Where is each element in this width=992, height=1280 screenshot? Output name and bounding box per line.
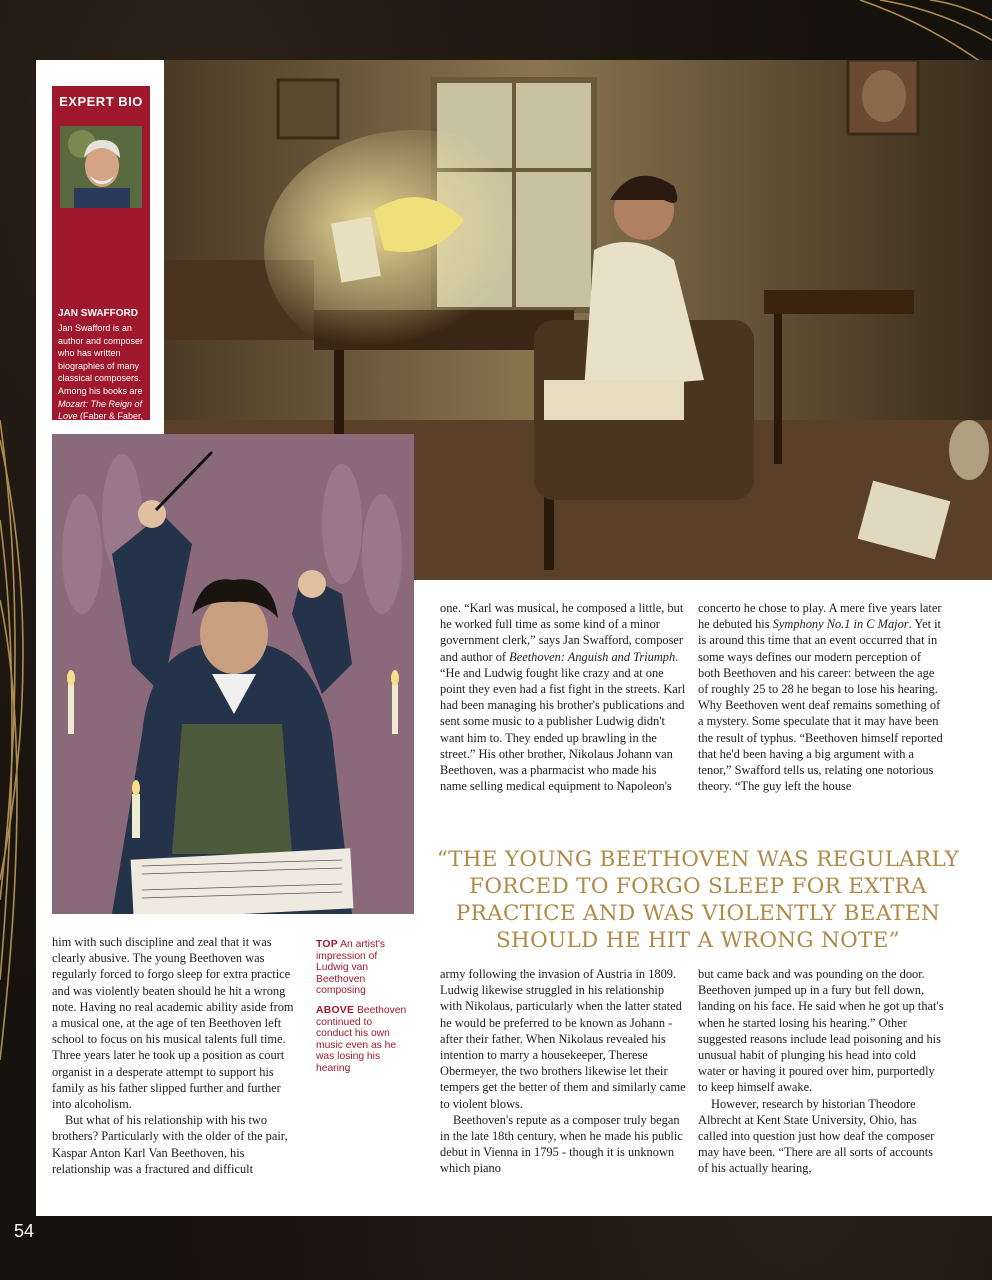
paragraph: one. “Karl was musical, he composed a little, but he worked full time as some kind of a minor government clerk,” says Jan Swafford, composer and author of Beethoven: Anguish and Triumph. “He and Ludwig fought like crazy and at one point they even had a fist fight in the streets. Karl had been managing his brother's publications and sent some music to a publisher Ludwig didn't want him to. They ended up brawling in the street.” His other brother, Nikolaus Johann van Beethoven, was a pharmacist who made his name selling medical equipment to Napoleon's <box>440 601 686 794</box>
expert-bio-box <box>52 86 150 434</box>
paragraph: army following the invasion of Austria in 1809. Ludwig likewise struggled in his relationship with Nikolaus, particularly when the latter stated he would be preferred to be known as Johann - after their father. When Nikolaus revealed his intention to marry a housekeeper, Therese Obermeyer, the two brothers likewise let their tempers get the better of them and similarly came to violent blows. <box>440 967 686 1111</box>
pull-quote: “THE YOUNG BEETHOVEN WAS REGULARLY FORCED TO FORGO SLEEP FOR EXTRA PRACTICE AND WAS VIOLENTLY BEATEN SHOULD HE HIT A WRONG NOTE” <box>436 847 960 953</box>
caption-top: TOP An artist's impression of Ludwig van Beethoven composing <box>316 939 386 997</box>
article-column-right-bottom <box>698 966 944 1177</box>
expert-bio-heading: EXPERT BIO <box>59 94 143 109</box>
article-column-middle-top <box>440 600 686 794</box>
painting-beethoven-conducting <box>52 434 414 914</box>
article-column-right-top <box>698 600 944 794</box>
expert-name: JAN SWAFFORD <box>58 308 138 319</box>
page-number: 54 <box>14 1221 35 1241</box>
expert-bio-text: Jan Swafford is an author and composer who has written biographies of many classical composers. Among his books are Mozart: The Reign of Love (Faber & Faber, 2020) and <box>58 323 144 434</box>
paragraph: concerto he chose to play. A mere five years later he debuted his Symphony No.1 in C Major. Yet it is around this time that an event occurred that in some ways defines our modern perception of both Beethoven and his career: between the age of roughly 25 to 28 he began to lose his hearing. Why Beethoven went deaf remains something of a mystery. Some speculate that it may have been the result of typhus. “Beethoven himself reported that he'd been having a big argument with a tenor,” Swafford tells us, relating one notorious theory. “The guy left the house <box>698 601 943 794</box>
image-caption <box>316 939 408 1083</box>
paragraph: However, research by historian Theodore Albrecht at Kent State University, Ohio, has called into question just how deaf the composer may have been. “There are all sorts of accounts of his actually hearing, <box>698 1096 935 1176</box>
paragraph: Beethoven's repute as a composer truly began in the late 18th century, when he made his public debut in Vienna in 1795 - though it is unknown which piano <box>440 1112 683 1176</box>
caption-above: ABOVE Beethoven continued to conduct his own music even as he was losing his hearing <box>316 1004 407 1074</box>
paragraph: But what of his relationship with his two brothers? Particularly with the older of the pair, Kaspar Anton Karl Van Beethoven, his relationship was a fractured and difficult <box>52 1113 288 1176</box>
article-column-middle-bottom <box>440 966 686 1177</box>
author-portrait <box>60 126 142 208</box>
paragraph: him with such discipline and zeal that it was clearly abusive. The young Beethoven was regularly forced to forgo sleep for extra practice and was violently beaten should he hit a wrong note. Having no real academic ability aside from a musical one, at the age of ten Beethoven left school to focus on his musical talents full time. Three years later he took up a position as court organist in a desperate attempt to support his family as his father slipped further and further into alcoholism. <box>52 935 294 1112</box>
article-column-left <box>52 934 300 1177</box>
paragraph: but came back and was pounding on the door. Beethoven jumped up in a fury but fell down, landing on his face. He said when he got up that's when he started losing his hearing.” Other suggested reasons include lead poisoning and his unusual habit of plunging his head into cold water or having it poured over him, purportedly to keep himself awake. <box>698 967 944 1095</box>
